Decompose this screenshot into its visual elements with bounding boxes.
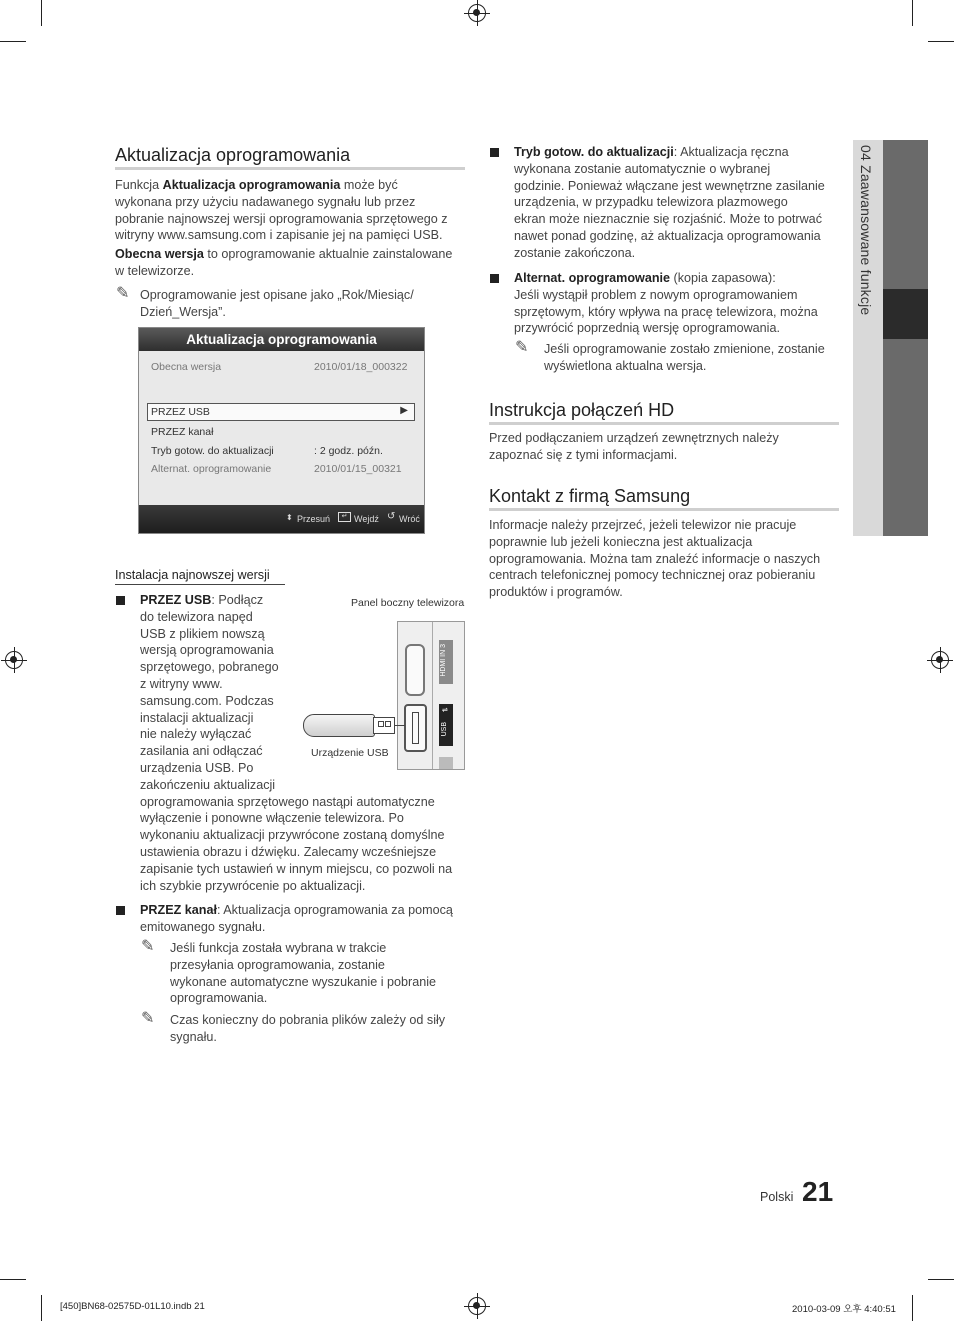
registration-mark-icon — [5, 651, 23, 669]
menu-footer — [139, 505, 424, 533]
section-rule — [489, 422, 839, 425]
menu-title: Aktualizacja oprogramowania — [139, 328, 424, 351]
software-update-menu — [138, 327, 425, 534]
menu-current-version-label: Obecna wersja — [151, 361, 222, 373]
panel-corner — [439, 757, 453, 769]
install-subtitle: Instalacja najnowszej wersji — [115, 568, 270, 582]
usb-stick-connector — [373, 717, 395, 734]
footer-move: Przesuń — [297, 514, 331, 524]
return-icon: ↺ — [387, 511, 396, 522]
page-language: Polski — [760, 1190, 794, 1204]
footer-file-info: [450]BN68-02575D-01L10.indb 21 — [60, 1301, 205, 1312]
crop-mark — [912, 0, 913, 26]
section-title-hd: Instrukcja połączeń HD — [489, 400, 675, 420]
note-channel-search: Jeśli funkcja została wybrana w trakcie przesyłania oprogramowania, zostanie wykonane automatyczne wyszukanie i pobranie oprogramowania. — [170, 941, 437, 1006]
bullet — [116, 906, 125, 915]
section-rule — [115, 167, 465, 170]
enter-icon: ↵ — [338, 512, 351, 522]
hdmi-label-box — [439, 640, 453, 684]
diagram-label-side-panel: Panel boczny telewizora — [351, 597, 465, 609]
note-pencil-icon: ✎ — [116, 285, 130, 302]
channel-install-text: PRZEZ kanał: Aktualizacja oprogramowania za pomocą emitowanego sygnału. — [140, 903, 453, 934]
crop-mark — [41, 0, 42, 26]
note-pencil-icon: ✎ — [141, 938, 155, 955]
alternate-software-text: Alternat. oprogramowanie (kopia zapasowa): Jeśli wystąpił problem z nowym oprogramowaniem sprzętowym, który wpływa na pracę telewizora, można przywrócić poprzednią wersję oprogramowania. — [514, 271, 818, 336]
chapter-tab-block — [883, 339, 928, 536]
connection-line — [395, 725, 405, 726]
crop-mark — [0, 41, 26, 42]
contact-text: Informacje należy przejrzeć, jeżeli telewizor nie pracuje poprawnie lub jeżeli konieczna jest aktualizacja oprogramowania. Można tam znaleźć informacje o naszych centrach telefonicznej pomocy technicznej oraz pobieraniu produktów i programów. — [489, 518, 821, 600]
registration-mark-icon — [468, 4, 486, 22]
section-rule — [489, 508, 839, 511]
move-arrows-icon: ⬍ — [286, 513, 293, 522]
usb-label: USB — [441, 722, 448, 737]
usb-port-icon — [404, 704, 427, 752]
standby-update-text: Tryb gotow. do aktualizacji: Aktualizacja ręczna wykonana zostanie automatycznie o wybranej godzinie. Ponieważ włączane jest wewnętrzne zasilanie urządzenia, w przypadku telewizora plazmowego ekran może nieznacznie się rozjaśnić. Może to potrwać nawet ponad godzinę, aż aktualizacja oprogramowania zostanie zakończona. — [514, 145, 825, 260]
chapter-tab-label: 04 Zaawansowane funkcje — [858, 145, 874, 316]
hd-text: Przed podłączaniem urządzeń zewnętrznych należy zapoznać się z tymi informacjami. — [489, 431, 779, 462]
menu-item-standby[interactable]: Tryb gotow. do aktualizacji — [151, 445, 274, 457]
menu-item-standby-value: : 2 godz. późn. — [314, 445, 383, 457]
panel-divider — [432, 622, 433, 769]
usb-label-box — [439, 704, 453, 746]
play-arrow-icon: ▶ — [400, 405, 408, 416]
hdmi-label: HDMI IN 3 — [440, 644, 447, 677]
page-number: 21 — [802, 1176, 834, 1207]
section-title-contact: Kontakt z firmą Samsung — [489, 486, 691, 506]
note-software-changed: Jeśli oprogramowanie zostało zmienione, zostanie wyświetlona aktualna wersja. — [544, 342, 825, 373]
chapter-tab-active — [883, 289, 928, 339]
note-download-time: Czas konieczny do pobrania plików zależy od siły sygnału. — [170, 1013, 446, 1044]
menu-item-usb-label: PRZEZ USB — [151, 406, 210, 418]
section-title-update: Aktualizacja oprogramowania — [115, 145, 351, 165]
subtitle-underline — [115, 584, 285, 585]
footer-back: Wróć — [399, 514, 420, 524]
menu-item-usb[interactable] — [147, 403, 415, 421]
bullet — [490, 274, 499, 283]
diagram-label-usb-device: Urządzenie USB — [311, 747, 389, 759]
crop-mark — [928, 41, 954, 42]
menu-current-version-value: 2010/01/18_000322 — [314, 361, 408, 373]
tv-side-panel — [397, 621, 465, 770]
registration-mark-icon — [468, 1297, 486, 1315]
crop-mark — [0, 1279, 26, 1280]
crop-mark — [912, 1295, 913, 1321]
footer-date: 2010-03-09 오후 4:40:51 — [792, 1304, 896, 1315]
bullet — [490, 148, 499, 157]
usb-install-text: PRZEZ USB: Podłącz do telewizora napęd USB z plikiem nowszą wersją oprogramowania sprzętowego, pobranego z witryny www. samsung.com. Podczas instalacji aktualizacji nie należy wyłączać zasilania ani odłączać urządzenia USB. Po zakończeniu aktualizacji oprogramowania sprzętowego nastąpi automatyczne wyłączenie i ponowne włączenie telewizora. Po wykonaniu aktualizacji przywrócone zostaną domyślne ustawienia obrazu i dźwięku. Zalecamy wcześniejsze zapisanie tych ustawień w innym miejscu, co pozwoli na ich szybkie przywrócenie po aktualizacji. — [140, 593, 453, 893]
update-current-version-text: Obecna wersja to oprogramowanie aktualnie zainstalowane w telewizorze. — [115, 247, 453, 278]
menu-item-channel[interactable]: PRZEZ kanał — [151, 426, 214, 438]
registration-mark-icon — [931, 651, 949, 669]
crop-mark — [41, 1295, 42, 1321]
note-pencil-icon: ✎ — [515, 339, 529, 356]
note-pencil-icon: ✎ — [141, 1010, 155, 1027]
update-intro: Funkcja Aktualizacja oprogramowania może być wykonana przy użyciu nadawanego sygnału lub przez pobranie najnowszej wersji oprogramowania sprzętowego z witryny www.samsung.com i zapisanie jej na pamięci USB. — [115, 178, 448, 243]
hdmi-port-icon — [405, 644, 425, 696]
chapter-tab-block — [883, 140, 928, 289]
note-version-format: Oprogramowanie jest opisane jako „Rok/Miesiąc/ Dzień_Wersja”. — [140, 288, 414, 319]
menu-item-alternate[interactable]: Alternat. oprogramowanie — [151, 463, 272, 475]
bullet — [116, 596, 125, 605]
usb-symbol-icon: ⇌ — [442, 707, 448, 714]
usb-stick-icon — [303, 714, 375, 737]
menu-item-alternate-value: 2010/01/15_00321 — [314, 463, 402, 475]
footer-enter: Wejdź — [354, 514, 379, 524]
crop-mark — [928, 1279, 954, 1280]
